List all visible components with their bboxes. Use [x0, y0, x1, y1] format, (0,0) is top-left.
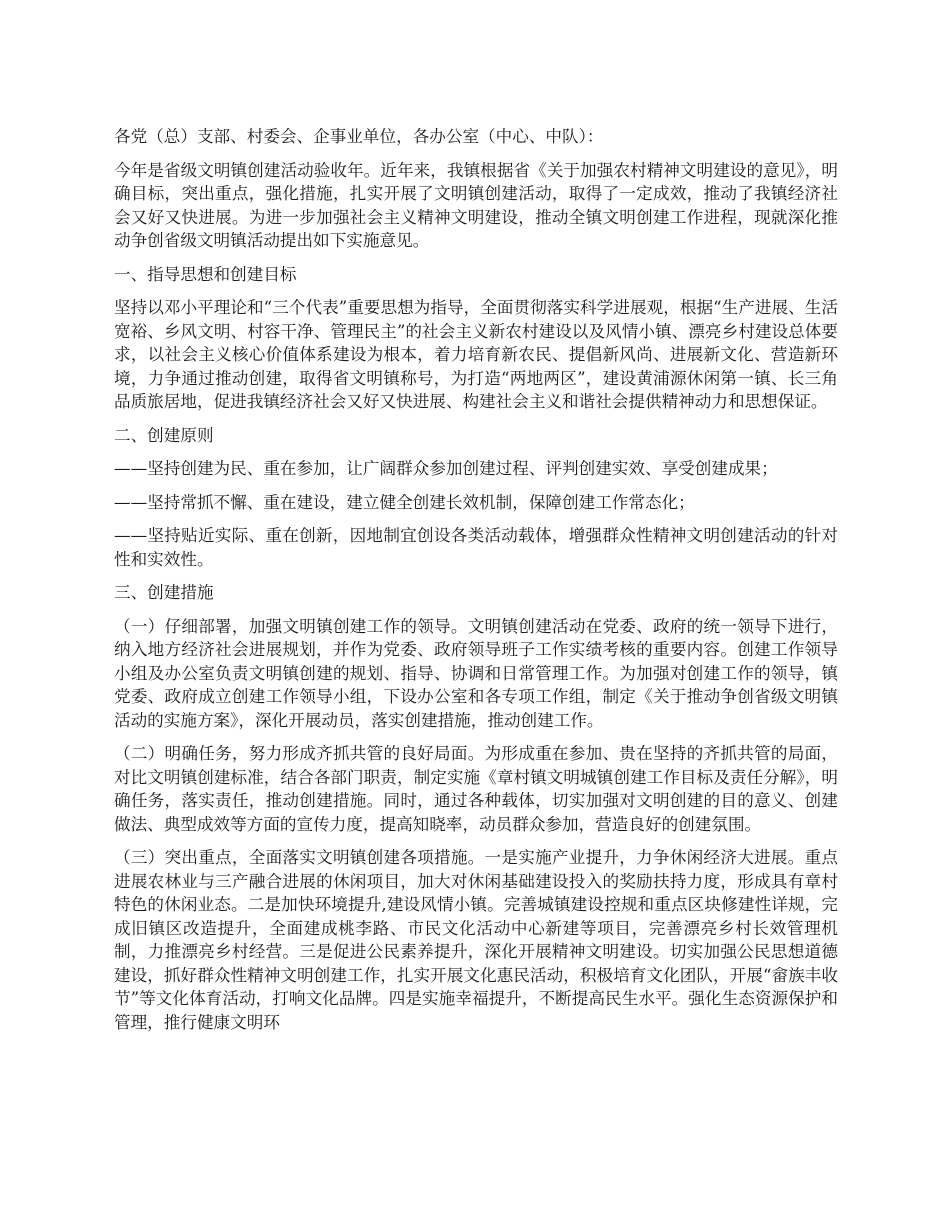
measure-paragraph: （三）突出重点，全面落实文明镇创建各项措施。一是实施产业提升，力争休闲经济大进展。重点进展农林业与三产融合进展的休闲项目，加大对休闲基础建设投入的奖励扶持力度，形成具有章村特色的休闲业态。二是加快环境提升,建设风情小镇。完善城镇建设控规和重点区块修建性详规，完成旧镇区改造提升，全面建成桃李路、市民文化活动中心新建等项目，完善漂亮乡村长效管理机制，力推漂亮乡村经营。三是促进公民素养提升，深化开展精神文明建设。切实加强公民思想道德建设，抓好群众性精神文明创建工作，扎实开展文化惠民活动，积极培育文化团队，开展“畲族丰收节”等文化体育活动，打响文化品牌。四是实施幸福提升，不断提高民生水平。强化生态资源保护和管理，推行健康文明环: [114, 848, 838, 1032]
section-heading-measures: 三、创建措施: [114, 583, 214, 602]
section-heading-principles: 二、创建原则: [114, 425, 214, 445]
principle-item: ——坚持创建为民、重在参加，让广阔群众参加创建过程、评判创建实效、享受创建成果；: [114, 459, 778, 478]
guiding-ideology-paragraph: 坚持以邓小平理论和“三个代表”重要思想为指导，全面贯彻落实科学进展观，根据“生产进展、生活宽裕、乡风文明、村容干净、管理民主”的社会主义新农村建设以及风情小镇、漂亮乡村建设总体要求，以社会主义核心价值体系建设为根本，着力培育新农民、提倡新风尚、进展新文化、营造新环境，力争通过推动创建，取得省文明镇称号，为打造“两地两区”，建设黄浦源休闲第一镇、长三角品质旅居地，促进我镇经济社会又好又快进展、构建社会主义和谐社会提供精神动力和思想保证。: [114, 298, 838, 411]
principle-item: ——坚持常抓不懈、重在建设，建立健全创建长效机制，保障创建工作常态化；: [114, 492, 695, 512]
measure-paragraph: （二）明确任务，努力形成齐抓共管的良好局面。为形成重在参加、贵在坚持的齐抓共管的局面，对比文明镇创建标准，结合各部门职责，制定实施《章村镇文明城镇创建工作目标及责任分解》，明确任务，落实责任，推动创建措施。同时，通过各种载体，切实加强对文明创建的目的意义、创建做法、典型成效等方面的宣传力度，提高知晓率，动员群众参加，营造良好的创建氛围。: [114, 744, 838, 834]
measure-paragraph: （一）仔细部署，加强文明镇创建工作的领导。文明镇创建活动在党委、政府的统一领导下进行，纳入地方经济社会进展规划，并作为党委、政府领导班子工作实绩考核的重要内容。创建工作领导小组及办公室负责文明镇创建的规划、指导、协调和日常管理工作。为加强对创建工作的领导，镇党委、政府成立创建工作领导小组，下设办公室和各专项工作组，制定《关于推动争创省级文明镇活动的实施方案》，深化开展动员，落实创建措施，推动创建工作。: [114, 616, 838, 730]
section-heading-guiding-ideology: 一、指导思想和创建目标: [114, 264, 297, 284]
document-body: [114, 125, 838, 1034]
salutation: 各党（总）支部、村委会、企事业单位，各办公室（中心、中队）：: [114, 127, 604, 146]
intro-paragraph: 今年是省级文明镇创建活动验收年。近年来，我镇根据省《关于加强农村精神文明建设的意见》，明确目标，突出重点，强化措施，扎实开展了文明镇创建活动，取得了一定成效，推动了我镇经济社会又好又快进展。为进一步加强社会主义精神文明建设，推动全镇文明创建工作进程，现就深化推动争创省级文明镇活动提出如下实施意见。: [114, 160, 838, 250]
principle-item: ——坚持贴近实际、重在创新，因地制宜创设各类活动载体，增强群众性精神文明创建活动的针对性和实效性。: [114, 526, 838, 569]
